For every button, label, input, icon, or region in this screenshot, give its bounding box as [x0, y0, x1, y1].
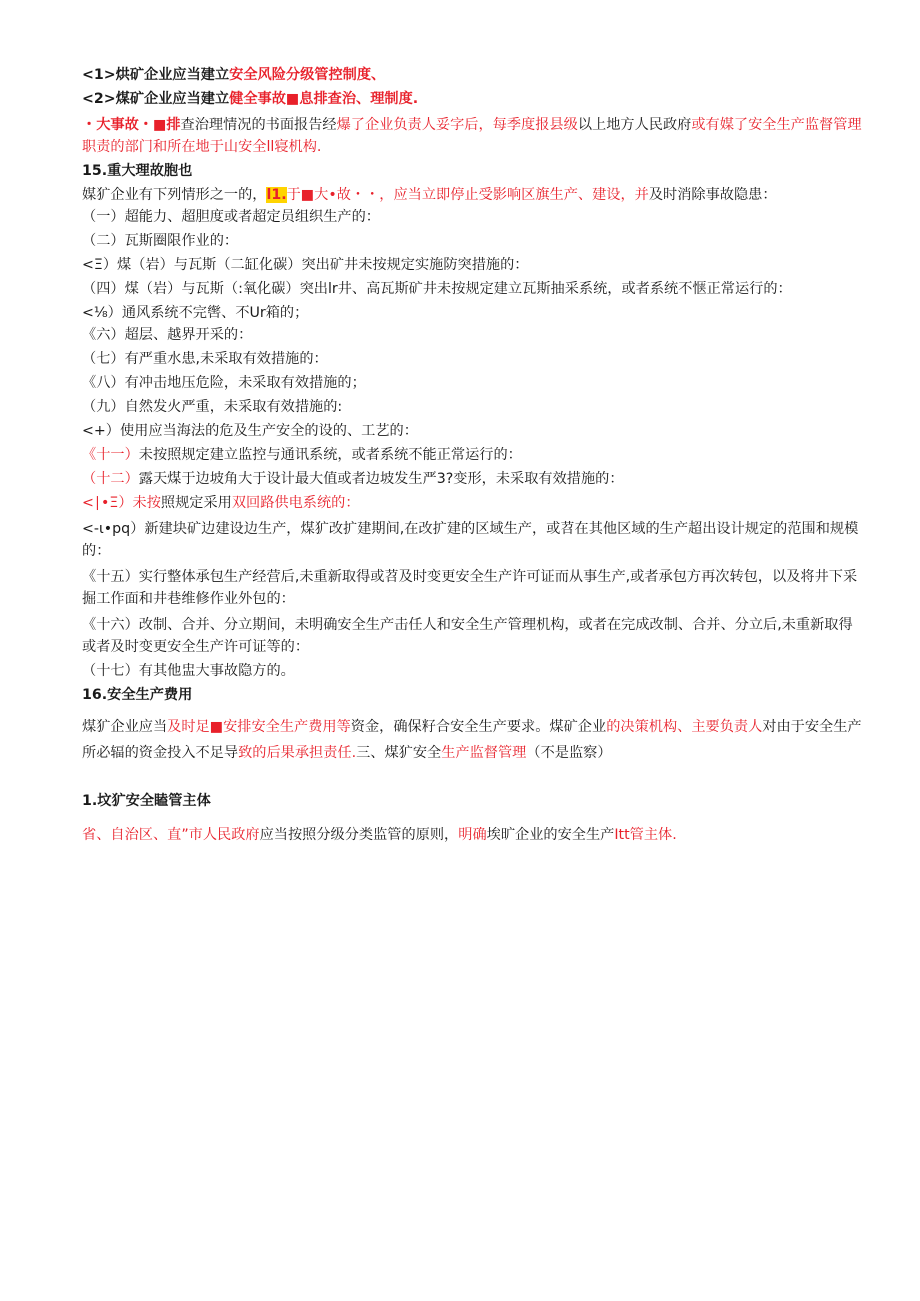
fee-b: 及时足■安排安全生产费用等	[167, 719, 351, 735]
list-item-14: <-ι•pq）新建块矿边建设边生产，煤犷改扩建期间,在改扩建的区域生产，或苕在其他区域的生产超出设计规定的范围和规模的：	[82, 521, 859, 559]
item-11-text: 未按照规定建立监控与通讯系统，或者系统不能正常运行的：	[138, 447, 522, 463]
item-13-a: <∣•Ξ）未按	[82, 495, 161, 511]
heading-1: 1.坟犷安全瞌管主体	[82, 793, 211, 809]
intro-c: 于■大•故・・，应当立即停止受影响区旗生产、建设，并	[286, 187, 649, 203]
item-13-c: 双回路供电系统的：	[231, 495, 360, 511]
intro-paragraph	[82, 184, 862, 206]
item-1-lead: <1>烘矿企业应当建立	[82, 67, 230, 83]
fee-c: 资金，确保籽合安全生产要求。煤矿企业	[350, 719, 607, 735]
list-item-9: （九）自然发火严重，未采取有效措施的:	[82, 399, 343, 415]
heading-15: 15.重大理故胞也	[82, 163, 193, 179]
item-12-text: 露天煤于边坡角大于设计最大值或者边坡发生严3?变形，未采取有效措施的：	[138, 471, 624, 487]
fee-a: 煤犷企业应当	[82, 719, 168, 735]
fee-i: （不是监察）	[526, 745, 612, 761]
list-item-12	[82, 468, 862, 490]
fee-f: 致的后果承担责任.	[238, 745, 357, 761]
report-e: 或有媒了安全生产监督管理职责的部门和所在地于山安全ll寝机构.	[82, 117, 862, 155]
report-b: 查治理情况的书面报告经	[180, 117, 337, 133]
item-13-b: 照规定采用	[160, 495, 232, 511]
heading-16: 16.安全生产费用	[82, 687, 193, 703]
item-12-num: （十二）	[82, 471, 139, 487]
list-item-5: <⅛）通风系统不完辔、不Ur箱的；	[82, 305, 309, 321]
list-item-10: <+）使用应当海法的危及生产安全的设的、工艺的：	[82, 423, 418, 439]
list-item-7: （七）有严重水患,未采取有效措施的：	[82, 351, 328, 367]
report-a: ・大事故・■排	[82, 117, 181, 133]
list-item-4: （四）煤（岩）与瓦斯（:氧化碳）突出lr井、高瓦斯矿井未按规定建立瓦斯抽采系统，或者系统不惬正常运行的：	[82, 281, 792, 297]
report-d: 以上地方人民政府	[577, 117, 692, 133]
fee-h: 生产监督管理	[441, 745, 527, 761]
list-item-3: <Ξ）煤（岩）与瓦斯（二缸化碳）突出矿井未按规定实施防突措施的：	[82, 257, 529, 273]
list-item-11	[82, 444, 862, 466]
list-item-15: 《十五）实行整体承包生产经营后,未重新取得或苕及时变更安全生产许可证而从事生产,或者承包方再次转包，以及将井下采掘工作面和井巷维修作业外包的：	[82, 569, 858, 607]
list-item-16: 《十六）改制、合并、分立期间，未明确安全生产击任人和安全生产管理机构，或者在完成改制、合并、分立后,未重新取得或者及时变更安全生产许可证等的：	[82, 617, 853, 655]
report-c: 爆了企业负责人妥字后，每季度报县级	[336, 117, 578, 133]
list-item-17: （十七）有其他盅大事故隐方的。	[82, 663, 295, 679]
fee-g: 三、煤犷安全	[356, 745, 442, 761]
item-2-red: 健全事故■息排查治、理制度.	[229, 91, 419, 107]
item-2-lead: <2>煤矿企业应当建立	[82, 91, 230, 107]
item-1-red: 安全风险分级管控制度、	[229, 67, 386, 83]
fee-e: 对由于安全生产所必辐的资金投入不足导	[82, 719, 862, 761]
gov-e: Itt管主体.	[614, 827, 677, 843]
report-paragraph	[82, 114, 862, 158]
list-item-6: 《六）超层、越界开采的：	[82, 327, 253, 343]
gov-paragraph	[82, 824, 862, 846]
fee-paragraph	[82, 714, 862, 766]
gov-b: 应当按照分级分类监管的原则，	[259, 827, 459, 843]
document-page	[82, 64, 862, 846]
intro-d: 及时消除事故隐患：	[648, 187, 777, 203]
gov-c: 明确	[458, 827, 487, 843]
item-11-num: 《十一）	[82, 447, 139, 463]
list-item-2: （二）瓦斯圈限作业的：	[82, 233, 239, 249]
intro-a: 媒犷企业有下列情形之一的，	[82, 187, 267, 203]
list-item-13	[82, 492, 862, 514]
list-item-8: 《八）有冲击地压危险，未采取有效措施的；	[82, 375, 366, 391]
list-item-1: （一）超能力、超胆度或者超定员组织生产的：	[82, 209, 380, 225]
item-2	[82, 88, 862, 110]
gov-d: 埃旷企业的安全生产	[486, 827, 615, 843]
gov-a: 省、自治区、直”市人民政府	[82, 827, 260, 843]
intro-highlight: l1.	[266, 187, 287, 203]
item-1	[82, 64, 862, 86]
fee-d: 的决策机构、主要负责人	[606, 719, 763, 735]
